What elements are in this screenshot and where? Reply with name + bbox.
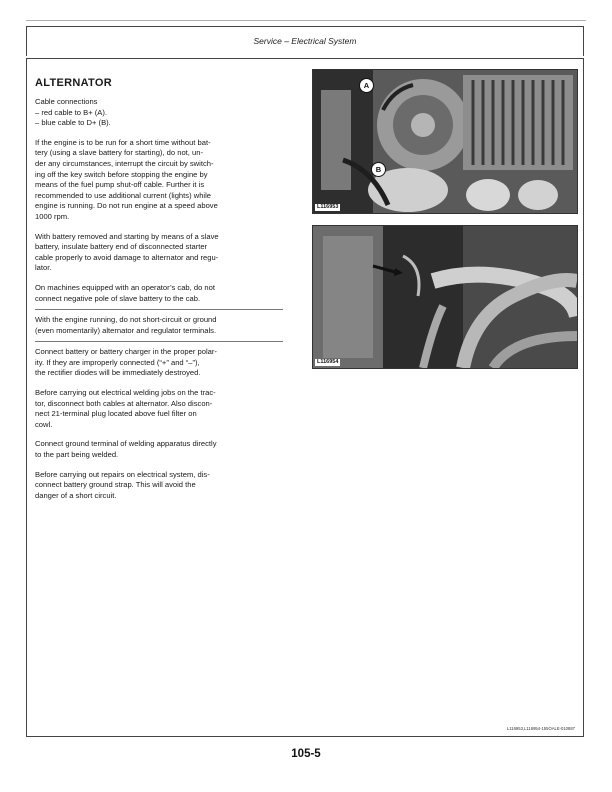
paragraph-line: ity. If they are improperly connected (“+” and “–”),	[35, 357, 200, 367]
paragraph	[35, 347, 285, 379]
paragraph	[35, 232, 285, 274]
paragraph-line: – blue cable to D+ (B).	[35, 118, 111, 128]
paragraph-line: Cable connections	[35, 97, 98, 106]
paragraph-line: tor, disconnect both cables at alternator. Also discon-	[35, 398, 213, 408]
paragraph-line: engine is running. Do not run engine at a speed above	[35, 201, 218, 211]
paragraph-line: connect negative pole of slave battery to the cab.	[35, 293, 201, 303]
paragraph-line: nect 21-terminal plug located above fuel filter on	[35, 409, 197, 419]
paragraph-line: ing off the key switch before stopping the engine by	[35, 169, 208, 179]
callout-a: A	[359, 78, 374, 93]
paragraph	[35, 439, 285, 460]
paragraph-line: battery, insulate battery end of disconnected starter	[35, 242, 208, 252]
paragraph-line: to the part being welded.	[35, 450, 119, 460]
paragraph-line: der any circumstances, interrupt the circuit by switch-	[35, 158, 214, 168]
paragraph-line: With battery removed and starting by means of a slave	[35, 231, 219, 241]
reference-code: L116953,L116954-155OALE-010887	[506, 726, 575, 731]
content-box	[26, 58, 584, 737]
paragraph	[35, 470, 285, 502]
paragraph-line: Connect ground terminal of welding apparatus directly	[35, 439, 217, 449]
paragraph-line: (even momentarily) alternator and regulator terminals.	[35, 325, 217, 335]
section-title: ALTERNATOR	[35, 77, 112, 89]
paragraph-line: Connect battery or battery charger in the proper polar-	[35, 347, 217, 357]
header-title: Service – Electrical System	[253, 36, 357, 46]
text-column	[35, 77, 285, 510]
paragraph-line: 1000 rpm.	[35, 211, 70, 221]
paragraph-line: connect battery ground strap. This will avoid the	[35, 480, 196, 490]
paragraph-line: Before carrying out electrical welding jobs on the trac-	[35, 388, 216, 398]
page-number: 105-5	[291, 748, 321, 760]
paragraph-line: With the engine running, do not short-circuit or ground	[35, 315, 217, 325]
paragraph	[35, 97, 285, 129]
alternator-photo-image	[313, 70, 577, 213]
paragraph-line: the rectifier diodes will be immediately destroyed.	[35, 368, 201, 378]
page-header	[26, 26, 584, 56]
paragraph-line: cable properly to avoid damage to alternator and regu-	[35, 252, 219, 262]
paragraph-line: tery (using a slave battery for starting), do not, un-	[35, 148, 203, 158]
paragraph-line: means of the fuel pump shut-off cable. Further it is	[35, 180, 205, 190]
paragraph-line: recommended to use additional current (lights) while	[35, 190, 212, 200]
paragraph	[35, 138, 285, 223]
paragraph	[35, 315, 285, 336]
callout-b: B	[371, 162, 386, 177]
divider	[35, 309, 283, 310]
divider	[35, 341, 283, 342]
figure-label: L116953	[317, 204, 339, 210]
paragraph-line: On machines equipped with an operator’s cab, do not	[35, 282, 215, 292]
figure-label: L116954	[317, 359, 339, 365]
paragraph-line: Before carrying out repairs on electrical system, dis-	[35, 469, 210, 479]
paragraph-line: If the engine is to be run for a short time without bat-	[35, 137, 211, 147]
wiring-photo-image	[313, 226, 577, 368]
paragraph-line: cowl.	[35, 419, 53, 429]
paragraph-line: lator.	[35, 263, 52, 273]
top-rule	[26, 20, 586, 21]
paragraph	[35, 388, 285, 430]
wiring-photo	[312, 225, 578, 369]
paragraph	[35, 283, 285, 304]
paragraph-line: – red cable to B+ (A).	[35, 107, 107, 117]
paragraph-line: danger of a short circuit.	[35, 490, 117, 500]
alternator-photo	[312, 69, 578, 214]
